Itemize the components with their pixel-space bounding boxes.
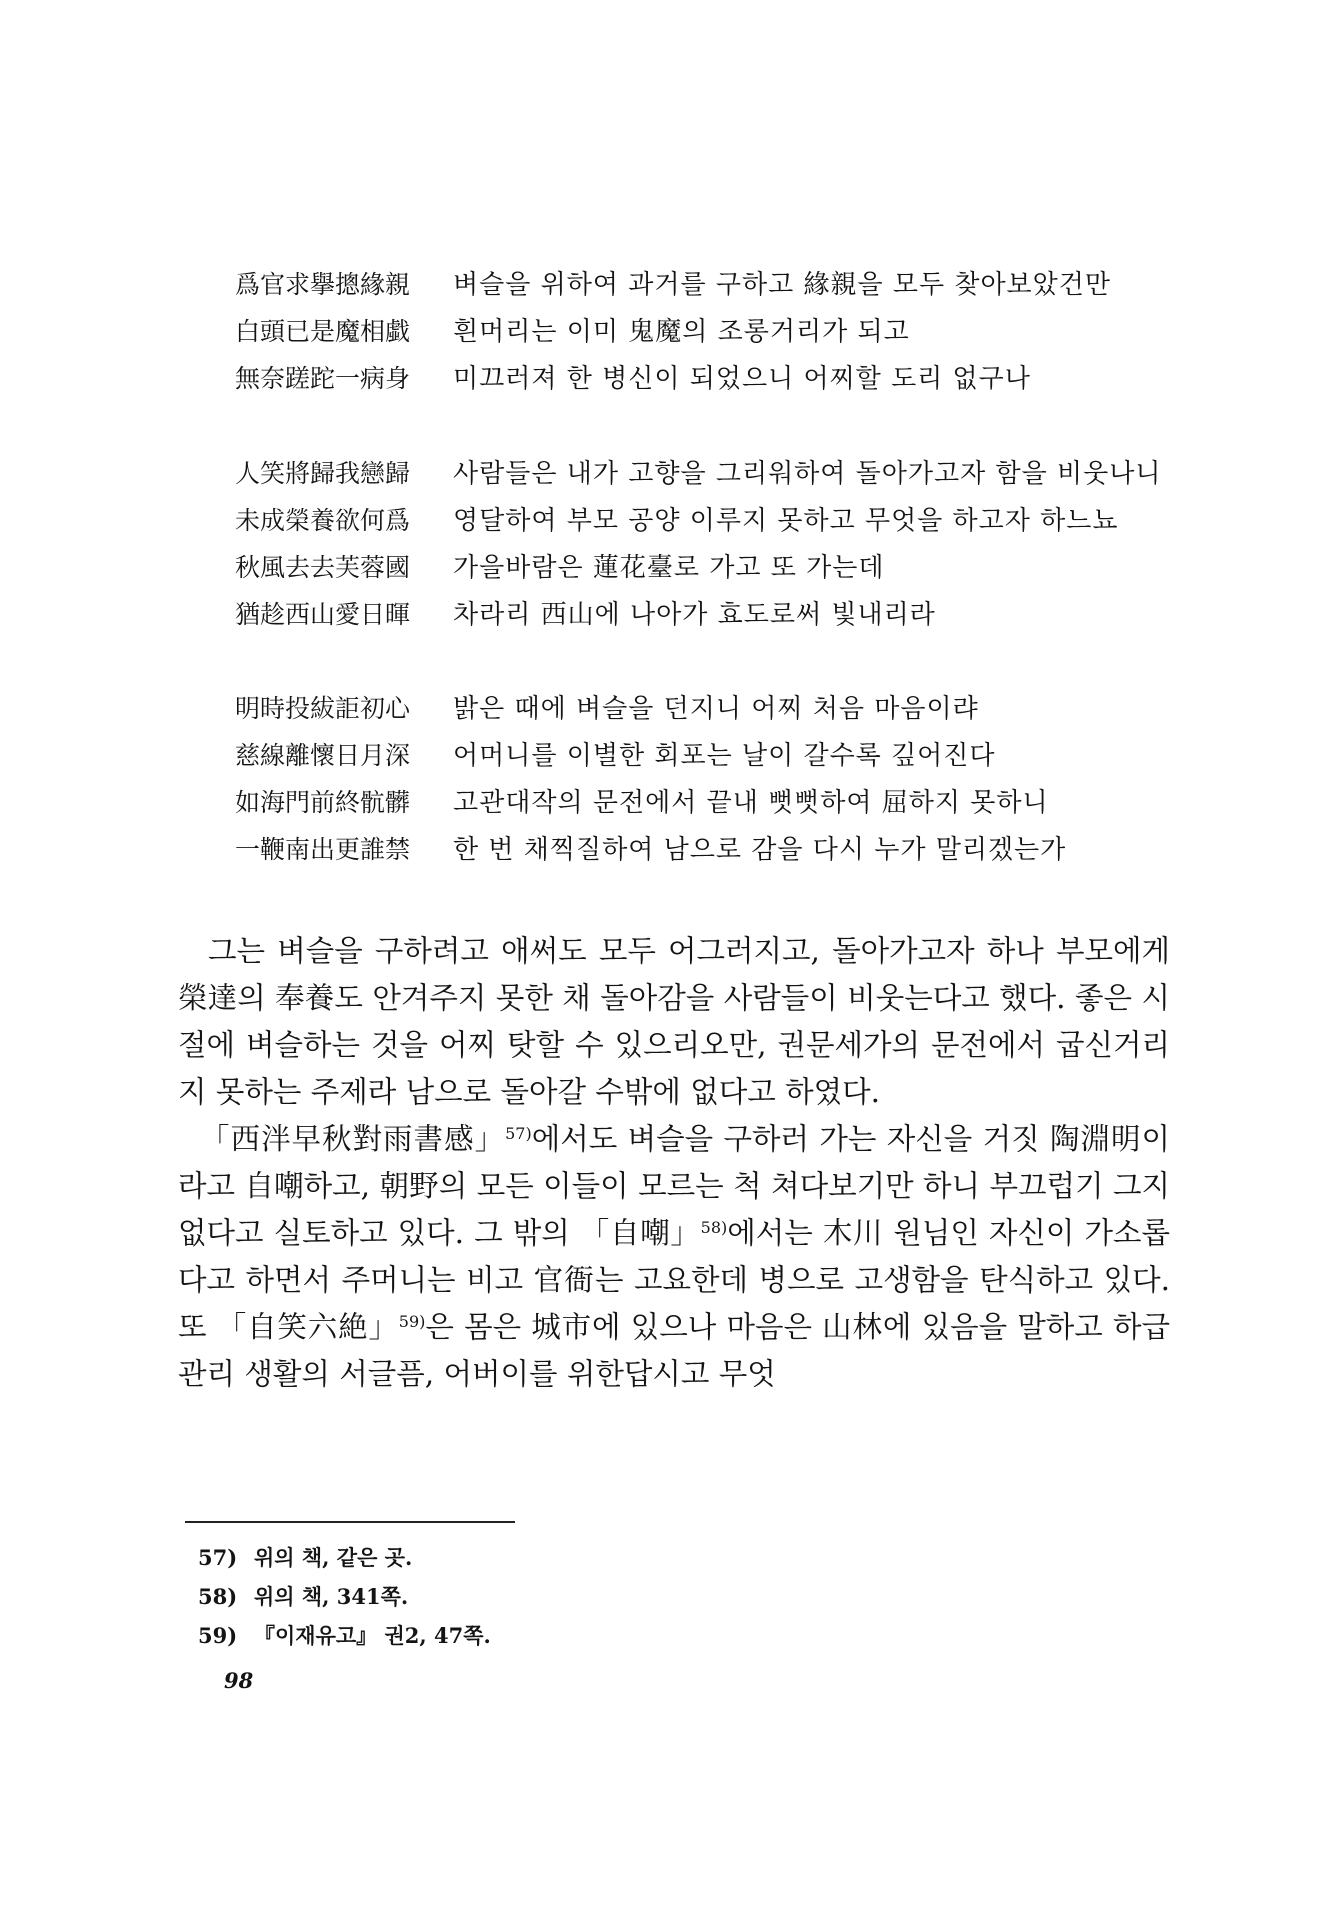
poem-line-hanja: 明時投紱詎初心 (235, 694, 411, 723)
poem-line-korean: 밝은 때에 벼슬을 던지니 어찌 처음 마음이랴 (453, 694, 979, 724)
poem-line-korean: 가을바람은 蓮花臺로 가고 또 가는데 (453, 553, 885, 583)
poem-line (235, 264, 1195, 311)
paragraph-2 (178, 1116, 1170, 1398)
poem-line-hanja: 白頭已是魔相戱 (235, 317, 411, 346)
poem-line (235, 782, 1195, 829)
poem-line (235, 547, 1195, 594)
poem-line (235, 829, 1195, 876)
paragraph-text: 에서는 木川 원님인 자신이 가소롭다고 하면서 주머니는 비고 官衙는 고요한데 병으로 고생함을 탄식하고 있다. 또 「自笑六絶」 (178, 1216, 1170, 1344)
footnote-ref-57: 57) (505, 1124, 532, 1143)
footnote-58 (198, 1577, 491, 1616)
poem-line-korean: 사람들은 내가 고향을 그리워하여 돌아가고자 함을 비웃나니 (453, 459, 1162, 489)
poem-line (235, 500, 1195, 547)
footnote-57 (198, 1538, 491, 1577)
paragraph-text: 에서도 벼슬을 구하러 가는 자신을 거짓 陶淵明이라고 自嘲하고, 朝野의 모든 이들이 모르는 척 쳐다보기만 하니 부끄럽기 그지없다고 실토하고 있다. 그 밖의 「自嘲」 (178, 1122, 1170, 1250)
body-text (178, 928, 1170, 1398)
poem-line-hanja: 猶趁西山愛日暉 (235, 600, 411, 629)
footnote-ref-58: 58) (700, 1218, 728, 1237)
poem-line-korean: 미끄러져 한 병신이 되었으니 어찌할 도리 없구나 (453, 364, 1031, 394)
footnotes (198, 1538, 491, 1655)
poem-line (235, 735, 1195, 782)
poem-line-hanja: 無奈蹉跎一病身 (235, 364, 411, 393)
page-number: 98 (224, 1668, 254, 1693)
poem-stanza-3 (235, 688, 1195, 876)
poem-line (235, 311, 1195, 358)
poem-line-korean: 한 번 채찍질하여 남으로 감을 다시 누가 말리겠는가 (453, 835, 1067, 865)
poem-line-hanja: 秋風去去芙蓉國 (235, 553, 411, 582)
poem-line-hanja: 爲官求擧摠緣親 (235, 270, 411, 299)
poem-line-hanja: 人笑將歸我戀歸 (235, 459, 411, 488)
poem-stanza-1 (235, 264, 1195, 405)
footnote-number: 57) (198, 1545, 238, 1570)
footnote-ref-59: 59) (398, 1312, 426, 1331)
footnote-59 (198, 1616, 491, 1655)
poem-line-hanja: 未成榮養欲何爲 (235, 506, 411, 535)
title-ref: 「西泮早秋對雨書感」 (200, 1122, 506, 1156)
footnote-number: 58) (198, 1584, 238, 1609)
poem-stanza-2 (235, 453, 1195, 641)
footnote-divider (185, 1521, 515, 1523)
poem-line (235, 358, 1195, 405)
poem-line-korean: 흰머리는 이미 鬼魔의 조롱거리가 되고 (453, 317, 910, 347)
poem-line-hanja: 慈線離懷日月深 (235, 741, 411, 770)
poem-line-korean: 어머니를 이별한 회포는 날이 갈수록 깊어진다 (453, 741, 996, 771)
poem-line (235, 688, 1195, 735)
poem-line-korean: 고관대작의 문전에서 끝내 뻣뻣하여 屈하지 못하니 (453, 788, 1049, 818)
poem-line (235, 453, 1195, 500)
poem-line-hanja: 如海門前終骯髒 (235, 788, 411, 817)
poem-line-korean: 벼슬을 위하여 과거를 구하고 緣親을 모두 찾아보았건만 (453, 270, 1112, 300)
poem-line-korean: 차라리 西山에 나아가 효도로써 빛내리라 (453, 600, 936, 630)
paragraph-1: 그는 벼슬을 구하려고 애써도 모두 어그러지고, 돌아가고자 하나 부모에게 榮達의 奉養도 안겨주지 못한 채 돌아감을 사람들이 비웃는다고 했다. 좋은 시절에 벼슬하는 것을 어찌 탓할 수 있으리오만, 권문세가의 문전에서 굽신거리지 못하는 주제라 남으로 돌아갈 수밖에 없다고 하였다. (178, 934, 1170, 1109)
footnote-text: 『이재유고』 권2, 47쪽. (254, 1623, 491, 1648)
footnote-number: 59) (198, 1623, 238, 1648)
poem-line-korean: 영달하여 부모 공양 이루지 못하고 무엇을 하고자 하느뇨 (453, 506, 1119, 536)
footnote-text: 위의 책, 341쪽. (254, 1584, 409, 1609)
footnote-text: 위의 책, 같은 곳. (254, 1545, 413, 1570)
poem-line-hanja: 一鞭南出更誰禁 (235, 835, 411, 864)
poem-line (235, 594, 1195, 641)
paragraph-text: 은 몸은 城市에 있으나 마음은 山林에 있음을 말하고 하급관리 생활의 서글픔, 어버이를 위한답시고 무엇 (178, 1310, 1171, 1391)
